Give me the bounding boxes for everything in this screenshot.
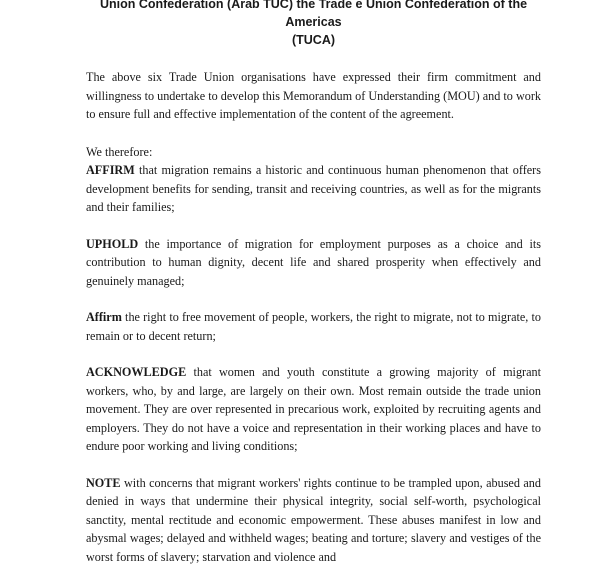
clause-keyword: UPHOLD <box>86 237 138 251</box>
document-header <box>86 0 541 49</box>
clause-affirm <box>86 161 541 217</box>
clause-uphold <box>86 235 541 291</box>
intro-paragraph: The above six Trade Union organisations have expressed their firm commitment and willingness to undertake to develop this Memorandum of Understanding (MOU) and to work to ensure full and effective implementation of the content of the agreement. <box>86 68 541 124</box>
header-line-2: (TUCA) <box>86 31 541 49</box>
clause-text: that women and youth constitute a growing majority of migrant workers, who, by and large, are largely on their own. Most remain outside the trade union movement. They are over represented in precarious work, exploited by recruiting agents and employers. They do not have a voice and representation in their working places and have to endure poor working and living conditions; <box>86 365 541 453</box>
clause-keyword: NOTE <box>86 476 121 490</box>
clause-keyword: Affirm <box>86 310 122 324</box>
clause-note <box>86 474 541 566</box>
clause-keyword: ACKNOWLEDGE <box>86 365 186 379</box>
clause-affirm-right <box>86 308 541 345</box>
clause-acknowledge <box>86 363 541 456</box>
clause-keyword: AFFIRM <box>86 163 135 177</box>
clause-text: that migration remains a historic and continuous human phenomenon that offers development benefits for sending, transit and receiving countries, as well as for the migrants and their families; <box>86 163 541 214</box>
header-line-1: Union Confederation (Arab TUC) the Trade e Union Confederation of the Americas <box>86 0 541 31</box>
clause-text: the right to free movement of people, workers, the right to migrate, not to migrate, to remain or to decent return; <box>86 310 541 343</box>
we-therefore-line: We therefore: <box>86 143 541 162</box>
clause-text: the importance of migration for employment purposes as a choice and its contribution to human dignity, decent life and shared prosperity when effectively and genuinely managed; <box>86 237 541 288</box>
clause-text: with concerns that migrant workers' rights continue to be trampled upon, abused and denied in ways that undermine their physical integrity, social self-worth, psychological sanctity, mental rectitude and economic empowerment. These abuses manifest in low and abysmal wages; delayed and withheld wages; beating and torture; slavery and vestiges of the worst forms of slavery; starvation and violence and <box>86 476 541 564</box>
